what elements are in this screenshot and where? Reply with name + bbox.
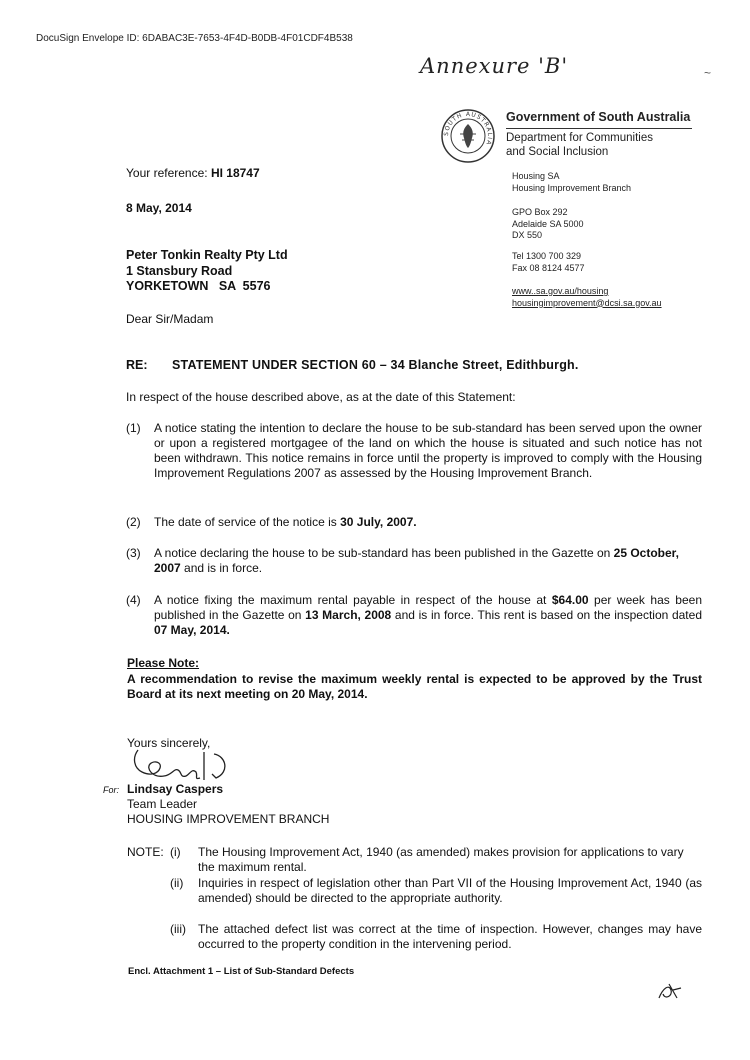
postal-block <box>512 207 584 242</box>
note-item-3 <box>170 922 702 953</box>
statement-item-4 <box>126 593 702 639</box>
handwritten-annexure-label: Annexure 'B' <box>420 54 569 78</box>
for-label: For: <box>103 785 120 795</box>
postal-line-2: Adelaide SA 5000 <box>512 218 584 229</box>
corner-mark: ~ <box>704 66 712 80</box>
docusign-envelope-id: DocuSign Envelope ID: 6DABAC3E-7653-4F4D-B0DB-4F01CDF4B538 <box>36 33 353 44</box>
statement-item-2 <box>126 515 702 531</box>
postal-line-3: DX 550 <box>512 230 543 240</box>
seal-text: SOUTH AUSTRALIA <box>442 110 494 147</box>
reference-label: Your reference: <box>126 166 208 180</box>
item-text: A notice fixing the maximum rental payable in respect of the house at $64.00 per week has been published in the Gazette on 13 March, 2008 and is in force. This rent is based on the inspection dated 07 May, 2014. <box>154 593 702 637</box>
website-link[interactable]: www..sa.gov.au/housing <box>512 286 609 296</box>
signer-branch: HOUSING IMPROVEMENT BRANCH <box>127 812 330 826</box>
re-label: RE: <box>126 358 148 372</box>
postal-line-1: GPO Box 292 <box>512 207 568 217</box>
government-seal-icon <box>440 108 496 164</box>
statement-item-1 <box>126 421 702 497</box>
enclosure-line: Encl. Attachment 1 – List of Sub-Standard Defects <box>128 966 355 977</box>
unit-line-1: Housing SA <box>512 171 560 181</box>
please-note-heading: Please Note: <box>127 656 200 670</box>
re-subject: STATEMENT UNDER SECTION 60 – 34 Blanche Street, Edithburgh. <box>172 358 579 372</box>
email-link[interactable]: housingimprovement@dcsi.sa.gov.au <box>512 297 662 308</box>
department-line-1: Department for Communities <box>506 132 653 144</box>
recipient-line-2: 1 Stansbury Road <box>126 263 233 278</box>
unit-line-2: Housing Improvement Branch <box>512 182 632 193</box>
item-text: A notice stating the intention to declare the house to be sub-standard has been served upon the owner or upon a registered mortgagee of the land on which the house is situated and such notice has not been withdrawn. This notice remains in force until the property is improved to comply with the Housing Improvement Regulations 2007 as assessed by the Housing Improvement Branch. <box>154 421 702 480</box>
please-note-text: A recommendation to revise the maximum weekly rental is expected to be approved by the Trust Board at its next meeting on 20 May, 2014. <box>127 672 702 701</box>
handwritten-initials <box>655 980 685 1002</box>
reference-value: HI 18747 <box>210 166 260 180</box>
closing: Yours sincerely, <box>127 736 211 750</box>
department-name <box>506 131 653 159</box>
item-number: (4) <box>126 593 141 607</box>
salutation: Dear Sir/Madam <box>126 312 214 326</box>
phone-block <box>512 251 585 274</box>
note-roman: (iii) <box>170 922 186 936</box>
statement-item-3 <box>126 546 702 577</box>
your-reference <box>126 166 260 181</box>
department-line-2: and Social Inclusion <box>506 146 609 158</box>
handwritten-signature <box>130 744 240 784</box>
note-text: The Housing Improvement Act, 1940 (as amended) makes provision for applications to vary the maximum rental. <box>198 845 684 874</box>
note-roman: (ii) <box>170 876 184 890</box>
intro-paragraph: In respect of the house described above, as at the date of this Statement: <box>126 390 516 404</box>
item-text: A notice declaring the house to be sub-standard has been published in the Gazette on 25 October, 2007 and is in force. <box>154 546 680 575</box>
recipient-address <box>126 248 288 295</box>
contact-links <box>512 286 662 309</box>
recipient-line-1: Peter Tonkin Realty Pty Ltd <box>126 248 288 262</box>
letter-date: 8 May, 2014 <box>126 201 192 215</box>
telephone: Tel 1300 700 329 <box>512 251 582 261</box>
note-text: The attached defect list was correct at the time of inspection. However, changes may have occurred to the property condition in the intervening period. <box>198 922 702 951</box>
note-label: NOTE: <box>127 845 164 859</box>
fax: Fax 08 8124 4577 <box>512 262 585 273</box>
item-number: (1) <box>126 421 141 435</box>
note-item-2 <box>170 876 702 922</box>
note-text: Inquiries in respect of legislation other than Part VII of the Housing Improvement Act, 1940 (as amended) should be directed to the appropriate authority. <box>198 876 702 905</box>
signer-name: Lindsay Caspers <box>127 782 224 796</box>
recipient-line-3: YORKETOWN SA 5576 <box>126 279 271 293</box>
item-number: (2) <box>126 515 141 529</box>
note-roman: (i) <box>170 845 181 859</box>
item-number: (3) <box>126 546 141 560</box>
unit-block <box>512 171 631 194</box>
government-name: Government of South Australia <box>506 110 691 124</box>
letterhead-divider <box>506 128 692 129</box>
item-text: The date of service of the notice is 30 July, 2007. <box>154 515 417 529</box>
signer-title: Team Leader <box>127 797 198 811</box>
note-item-1 <box>170 845 702 876</box>
